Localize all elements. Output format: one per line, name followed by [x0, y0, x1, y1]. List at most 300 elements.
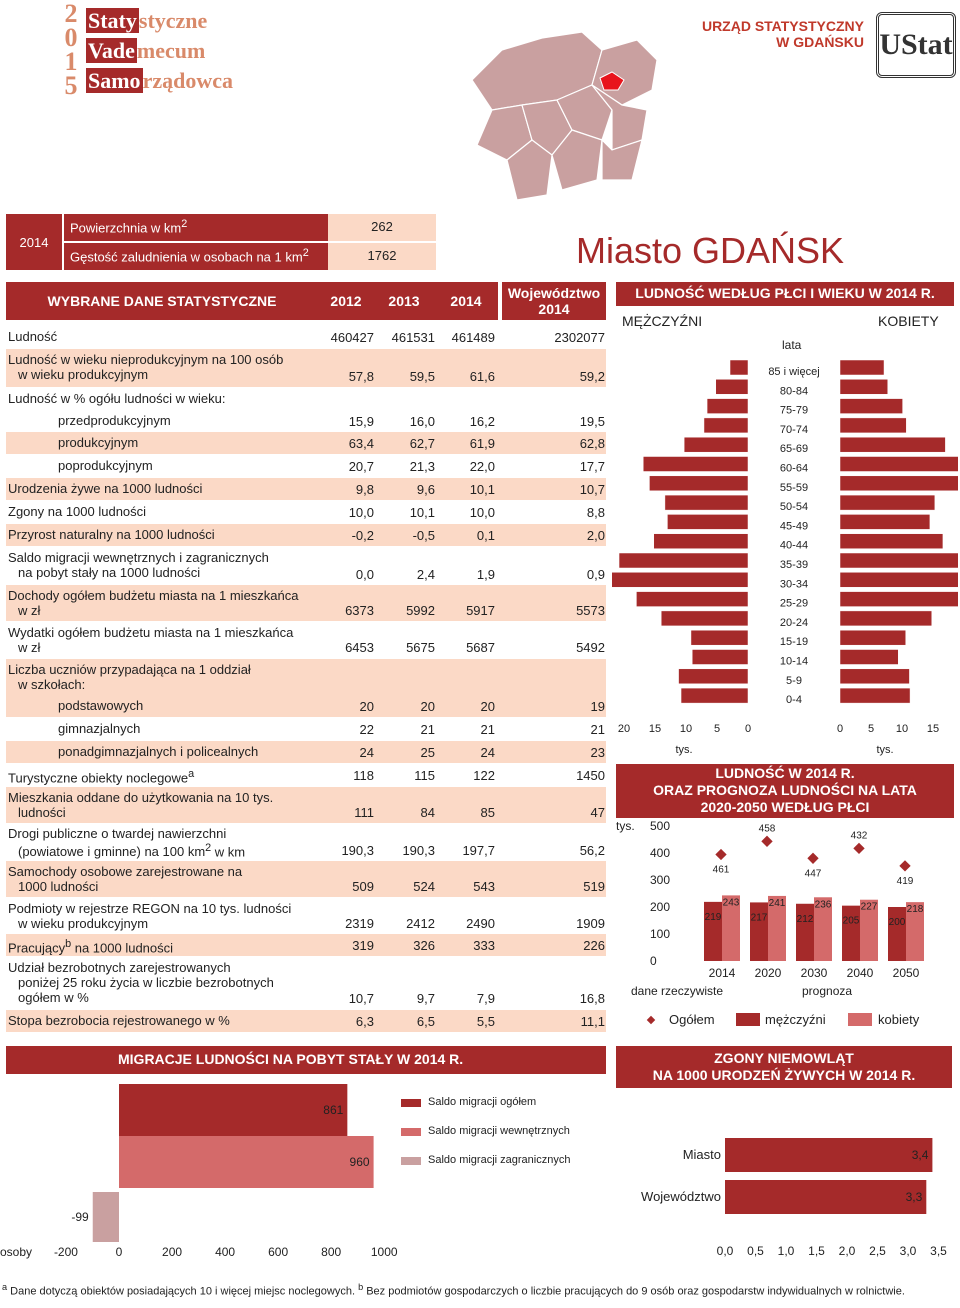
pyramid-bar-women	[840, 572, 958, 587]
infant-x-tick: 3,5	[930, 1244, 947, 1258]
row-value: 20,7	[348, 459, 374, 474]
row-value: 326	[413, 938, 435, 953]
pyramid-age-label: 65-69	[779, 443, 809, 456]
row-value: 2412	[406, 916, 435, 931]
row-value: 5573	[576, 603, 605, 618]
row-value: 24	[359, 745, 374, 760]
row-value: 461489	[451, 330, 495, 345]
projection-bar-men	[704, 902, 722, 961]
migration-title: MIGRACJE LUDNOŚCI NA POBYT STAŁY W 2014 R.	[6, 1046, 606, 1074]
logo-year-digit: 5	[64, 71, 78, 100]
row-value: 21	[480, 722, 495, 737]
area-label	[64, 214, 328, 241]
projection-label-women: 236	[814, 899, 832, 911]
row-label	[8, 1013, 230, 1028]
row-label-text: w wieku produkcyjnym	[18, 367, 149, 382]
row-value: 19,5	[579, 414, 605, 429]
infant-x-tick: 2,5	[869, 1244, 886, 1258]
projection-unit: tys.	[616, 819, 635, 833]
region-map	[462, 10, 672, 210]
projection-label-total: 447	[804, 868, 822, 880]
pyramid-age-label: 0-4	[786, 694, 802, 707]
row-label-text: Ludność w % ogółu ludności w wieku:	[8, 391, 226, 406]
projection-y-tick: 100	[650, 927, 671, 941]
col-voivodeship: Województwo 2014	[502, 282, 606, 320]
table-row	[6, 934, 606, 956]
table-row	[6, 861, 606, 897]
table-row	[6, 622, 606, 658]
table-title: WYBRANE DANE STATYSTYCZNE	[6, 282, 318, 320]
row-label-text: w szkołach:	[18, 677, 86, 692]
pyramid-age-label: 55-59	[779, 481, 809, 494]
row-value: 62,8	[579, 436, 605, 451]
row-value: 57,8	[348, 369, 374, 384]
row-label	[8, 937, 173, 955]
row-value: 197,7	[462, 843, 495, 858]
pyramid-bar-men	[684, 437, 748, 452]
projection-label-total: 432	[850, 830, 868, 842]
footnote	[2, 1280, 942, 1299]
legend-total-marker	[646, 1015, 656, 1025]
row-value: 5992	[406, 603, 435, 618]
infant-category-label: Województwo	[641, 1189, 721, 1204]
row-value: 519	[583, 879, 605, 894]
row-label-text: ogółem w %	[18, 990, 89, 1005]
row-value: 16,2	[469, 414, 495, 429]
row-label	[58, 435, 138, 450]
city-title: Miasto GDAŃSK	[576, 230, 845, 271]
logo-part: Samo	[88, 68, 141, 93]
row-value: 5687	[466, 640, 495, 655]
row-label-text: 1000 ludności	[18, 879, 99, 894]
projection-label-men: 217	[750, 912, 768, 924]
row-value: 524	[413, 879, 435, 894]
row-value: 2490	[466, 916, 495, 931]
table-row	[6, 478, 606, 500]
row-value: 25	[420, 745, 435, 760]
row-label-text: przedprodukcyjnym	[58, 413, 171, 428]
office-line: URZĄD STATYSTYCZNY	[701, 18, 864, 34]
row-value: 543	[473, 879, 495, 894]
projection-y-tick: 300	[650, 873, 671, 887]
pyramid-bar-men	[661, 611, 748, 626]
row-value: 461531	[391, 330, 435, 345]
row-value: 21	[420, 722, 435, 737]
infant-bar	[725, 1180, 926, 1214]
row-value: 6,3	[355, 1014, 374, 1029]
row-label	[8, 826, 245, 859]
row-label	[8, 662, 251, 692]
area-sup: 2	[181, 218, 188, 230]
pyramid-bar-women	[840, 360, 884, 375]
row-label	[8, 588, 299, 618]
row-label-text: w wieku produkcyjnym	[18, 916, 149, 931]
row-value: 59,2	[579, 369, 605, 384]
legend-women-swatch	[848, 1013, 872, 1026]
row-value: 56,2	[579, 843, 605, 858]
pyramid-bar-men	[707, 399, 748, 414]
row-value: 22,0	[469, 459, 495, 474]
migration-value-label: -99	[71, 1210, 89, 1224]
row-value: 23	[590, 745, 605, 760]
migration-bar	[93, 1192, 119, 1242]
pyramid-bar-women	[840, 630, 906, 645]
pyramid-bar-women	[840, 553, 958, 568]
pyramid-bar-men	[654, 534, 748, 549]
row-label-text: Dochody ogółem budżetu miasta na 1 mieszkańca	[8, 588, 299, 603]
infant-x-tick: 3,0	[899, 1244, 917, 1258]
projection-x-tick: 2030	[800, 966, 828, 980]
row-value: 9,6	[416, 482, 435, 497]
table-row	[6, 741, 606, 763]
projection-label-men: 205	[842, 915, 860, 927]
row-value: 85	[480, 805, 495, 820]
table-row	[6, 349, 606, 387]
projection-marker-total	[899, 860, 910, 871]
row-value: 333	[473, 938, 495, 953]
row-value: 0,0	[355, 567, 374, 582]
row-label	[8, 527, 215, 542]
pyramid-bar-women	[840, 399, 903, 414]
projection-marker-total	[853, 843, 864, 854]
pyramid-age-label: 50-54	[779, 501, 809, 514]
row-label-text: podstawowych	[58, 698, 144, 713]
row-value: 61,6	[469, 369, 495, 384]
migration-chart	[0, 1076, 400, 1266]
pyramid-bar-women	[840, 457, 958, 472]
projection-label-men: 212	[796, 913, 814, 925]
legend-women-label: kobiety	[878, 1012, 920, 1027]
women-label: KOBIETY	[878, 313, 939, 329]
row-value: 5,5	[476, 1014, 495, 1029]
pyramid-bar-women	[840, 688, 910, 703]
projection-marker-total	[807, 853, 818, 864]
row-value: 0,1	[476, 528, 495, 543]
row-value: 5492	[576, 640, 605, 655]
pyramid-tick: 10	[895, 723, 909, 735]
row-label-text: Zgony na 1000 ludności	[8, 504, 147, 519]
row-value: 1450	[576, 768, 605, 783]
projection-title-line: LUDNOŚĆ W 2014 R.	[715, 765, 855, 781]
row-label-text: Pracujący	[8, 940, 66, 956]
row-label-text: Ludność	[8, 329, 58, 344]
projection-bar-men	[888, 907, 906, 961]
infant-x-tick: 1,5	[808, 1244, 825, 1258]
row-value: 62,7	[409, 436, 435, 451]
table-row	[6, 787, 606, 823]
pyramid-chart	[612, 340, 958, 760]
infant-title-line: ZGONY NIEMOWLĄT	[714, 1050, 854, 1066]
pyramid-age-label: 35-39	[779, 559, 809, 571]
row-label	[8, 481, 202, 496]
pyramid-age-label: 40-44	[779, 539, 809, 552]
row-sup: 2	[205, 842, 212, 854]
projection-y-tick: 0	[650, 954, 657, 968]
pyramid-bar-women	[840, 379, 888, 394]
legend-men-swatch	[736, 1013, 760, 1026]
row-label	[58, 698, 143, 713]
logo-line	[86, 66, 233, 96]
legend-mig-internal-swatch	[401, 1128, 421, 1136]
row-label-text: produkcyjnym	[58, 435, 139, 450]
statistical-office	[644, 18, 864, 50]
row-value: 509	[352, 879, 374, 894]
row-label-text: w zł	[18, 640, 41, 655]
pyramid-bar-women	[840, 495, 935, 510]
row-value: 59,5	[409, 369, 435, 384]
projection-label-total: 461	[712, 864, 730, 876]
pyramid-tick: 20	[617, 723, 631, 735]
legend-mig-total-label: Saldo migracji ogółem	[428, 1096, 537, 1108]
legend-men-label: mężczyźni	[765, 1012, 826, 1027]
infant-chart	[612, 1120, 958, 1266]
row-label-text: Wydatki ogółem budżetu miasta na 1 mieszkańca	[8, 625, 294, 640]
row-label	[8, 504, 146, 519]
projection-bar-men	[796, 904, 814, 961]
age-header: lata	[782, 338, 802, 352]
infant-value-label: 3,4	[911, 1148, 929, 1162]
migration-x-tick: 400	[215, 1245, 236, 1259]
projection-bar-men	[750, 902, 768, 961]
row-value: 6453	[345, 640, 374, 655]
pyramid-bar-men	[612, 572, 748, 587]
row-value: 115	[414, 768, 435, 783]
row-label	[8, 391, 226, 406]
row-value: 7,9	[476, 991, 495, 1006]
row-value: 5917	[466, 603, 495, 618]
density-value: 1762	[328, 243, 436, 270]
pyramid-title: LUDNOŚĆ WEDŁUG PŁCI I WIEKU W 2014 R.	[616, 282, 954, 306]
row-label-text: na 1000 ludności	[71, 940, 174, 956]
table-row	[6, 410, 606, 432]
pyramid-bar-men	[681, 688, 748, 703]
migration-unit: osoby	[0, 1245, 33, 1259]
row-value: 319	[352, 938, 374, 953]
pyramid-age-label: 80-84	[779, 385, 809, 398]
projection-label-men: 219	[704, 911, 722, 923]
pyramid-age-label: 30-34	[779, 578, 809, 591]
infant-bar	[725, 1138, 932, 1172]
logo-part: styczne	[138, 8, 208, 33]
infant-x-tick: 0,0	[716, 1244, 734, 1258]
table-row	[6, 585, 606, 621]
projection-label-women: 218	[906, 904, 924, 916]
pyramid-bar-women	[840, 534, 943, 549]
projection-x-tick: 2020	[754, 966, 782, 980]
pyramid-bar-women	[840, 650, 898, 665]
row-label	[8, 960, 274, 1005]
row-value: 460427	[330, 330, 374, 345]
projection-y-tick: 200	[650, 900, 671, 914]
row-label-text: Ludność w wieku nieprodukcyjnym na 100 osób	[8, 352, 284, 367]
row-label	[8, 550, 269, 580]
projection-marker-total	[761, 836, 772, 847]
migration-x-tick: 0	[115, 1245, 123, 1259]
footnote-a-mark: a	[2, 1282, 8, 1292]
legend-mig-foreign-swatch	[401, 1157, 421, 1165]
table-row	[6, 524, 606, 546]
row-label	[8, 329, 57, 344]
projection-label-men: 200	[888, 917, 906, 928]
pyramid-age-label: 5-9	[786, 674, 802, 687]
projection-marker-total	[715, 849, 726, 860]
legend-mig-foreign-label: Saldo migracji zagranicznych	[428, 1154, 571, 1166]
legend-total-label: Ogółem	[669, 1012, 715, 1027]
table-row	[6, 455, 606, 477]
ustat-text: UStat	[879, 28, 953, 61]
row-value: 19	[590, 699, 605, 714]
table-row	[6, 547, 606, 585]
row-label	[58, 458, 153, 473]
pyramid-age-label: 10-14	[779, 655, 809, 668]
row-value: 190,3	[341, 843, 374, 858]
row-label	[58, 744, 258, 759]
pyramid-bar-men	[643, 457, 748, 472]
migration-x-tick: 600	[268, 1245, 289, 1259]
pyramid-bar-men	[679, 669, 748, 684]
logo-year-digit: 0	[64, 23, 78, 52]
row-label-text: Drogi publiczne o twardej nawierzchni	[8, 826, 227, 841]
infant-title	[616, 1046, 952, 1088]
projection-label-women: 243	[722, 897, 740, 909]
density-sup: 2	[302, 247, 309, 259]
table-row	[6, 718, 606, 740]
infant-x-tick: 1,0	[777, 1244, 795, 1258]
migration-value-label: 861	[323, 1103, 344, 1117]
migration-x-tick: 200	[162, 1245, 183, 1259]
row-label-text: na pobyt stały na 1000 ludności	[18, 565, 201, 580]
pyramid-age-label: 60-64	[779, 462, 809, 475]
row-label-text: Turystyczne obiekty noclegowe	[8, 770, 189, 786]
migration-bar	[119, 1084, 347, 1136]
row-label-text: Stopa bezrobocia rejestrowanego w %	[8, 1013, 230, 1028]
footnote-b-mark: b	[358, 1282, 364, 1292]
pyramid-bar-men	[692, 650, 748, 665]
pyramid-bar-women	[840, 476, 958, 491]
logo-part: Vade	[88, 38, 135, 63]
table-row	[6, 659, 606, 695]
row-value: 6,5	[416, 1014, 435, 1029]
men-label: MĘŻCZYŹNI	[622, 313, 703, 329]
row-value: 10,0	[348, 505, 374, 520]
row-label-text: poprodukcyjnym	[58, 458, 153, 473]
row-label-text: w km	[211, 844, 246, 860]
pyramid-age-label: 15-19	[779, 636, 809, 649]
row-value: 111	[354, 805, 374, 820]
table-row	[6, 388, 606, 410]
projection-title-line: ORAZ PROGNOZA LUDNOŚCI NA LATA	[653, 782, 917, 798]
projection-label-women: 227	[860, 901, 878, 913]
pyramid-bar-women	[840, 418, 906, 433]
infant-x-tick: 0,5	[747, 1244, 764, 1258]
logo-part: mecum	[136, 38, 206, 63]
row-label-text: Saldo migracji wewnętrznych i zagranicznych	[8, 550, 269, 565]
group-forecast-label: prognoza	[802, 984, 853, 998]
col-2014: 2014	[434, 282, 498, 320]
row-label	[8, 790, 273, 820]
row-label	[8, 625, 293, 655]
table-row	[6, 695, 606, 717]
row-value: 10,1	[409, 505, 435, 520]
ustat-logo	[876, 12, 956, 78]
pyramid-bar-men	[649, 476, 748, 491]
table-row	[6, 1010, 606, 1032]
table-row	[6, 957, 606, 1009]
pyramid-bar-men	[636, 592, 748, 607]
projection-bar-men	[842, 906, 860, 961]
pyramid-bar-men	[691, 630, 748, 645]
row-value: 8,8	[586, 505, 605, 520]
pyramid-unit: tys.	[675, 744, 693, 756]
row-value: 61,9	[469, 436, 495, 451]
row-value: 16,8	[579, 991, 605, 1006]
row-value: 6373	[345, 603, 374, 618]
logo-year	[60, 2, 82, 98]
legend-mig-internal-label: Saldo migracji wewnętrznych	[428, 1125, 570, 1137]
table-row	[6, 898, 606, 934]
migration-value-label: 960	[349, 1155, 370, 1169]
pyramid-unit: tys.	[876, 744, 894, 756]
pyramid-age-label: 45-49	[779, 520, 809, 533]
row-value: 2,4	[416, 567, 435, 582]
footnote-b-text: Bez podmiotów gospodarczych o liczbie pracujących do 9 osób oraz gospodarstw indywidualnych w rolnictwie.	[363, 1285, 905, 1298]
row-value: 15,9	[348, 414, 374, 429]
pyramid-tick: 5	[713, 723, 721, 735]
row-label-text: Mieszkania oddane do użytkowania na 10 tys.	[8, 790, 274, 805]
pyramid-tick: 0	[836, 723, 844, 735]
infant-category-label: Miasto	[682, 1147, 721, 1162]
row-label-text: Podmioty w rejestrze REGON na 10 tys. ludności	[8, 901, 292, 916]
row-value: 21,3	[409, 459, 435, 474]
pyramid-bar-women	[840, 669, 909, 684]
row-value: -0,2	[351, 528, 374, 543]
row-sup: a	[188, 768, 195, 780]
row-value: 20	[359, 699, 374, 714]
row-label-text: gimnazjalnych	[58, 721, 141, 736]
row-value: 0,9	[586, 567, 605, 582]
pyramid-bar-men	[730, 360, 748, 375]
row-label-text: Urodzenia żywe na 1000 ludności	[8, 481, 203, 496]
pyramid-bar-men	[716, 379, 748, 394]
projection-y-tick: 500	[650, 819, 671, 833]
row-label-text: Liczba uczniów przypadająca na 1 oddział	[8, 662, 251, 677]
migration-x-tick: 1000	[370, 1245, 398, 1259]
table-row	[6, 764, 606, 786]
projection-x-tick: 2050	[892, 966, 920, 980]
logo-part: rządowca	[142, 68, 233, 93]
pyramid-tick: 15	[648, 723, 662, 735]
row-value: -0,5	[412, 528, 435, 543]
logo-year-digit: 2	[64, 0, 78, 28]
row-value: 1909	[576, 916, 605, 931]
row-label-text: Przyrost naturalny na 1000 ludności	[8, 527, 215, 542]
legend-mig-total-swatch	[401, 1099, 421, 1107]
projection-label-total: 419	[896, 875, 914, 887]
density-label-text: Gęstość zaludnienia w osobach na 1 km	[70, 249, 303, 265]
projection-title	[616, 764, 954, 818]
row-label-text: Samochody osobowe zarejestrowane na	[8, 864, 243, 879]
pyramid-bar-women	[840, 611, 932, 626]
row-value: 47	[590, 805, 605, 820]
logo-line	[86, 36, 233, 66]
migration-x-tick: -200	[53, 1245, 78, 1259]
row-sup: b	[65, 938, 72, 950]
row-value: 10,7	[348, 991, 374, 1006]
row-value: 10,7	[579, 482, 605, 497]
pyramid-tick: 15	[926, 723, 940, 735]
pyramid-bar-men	[704, 418, 748, 433]
row-value: 122	[473, 768, 495, 783]
